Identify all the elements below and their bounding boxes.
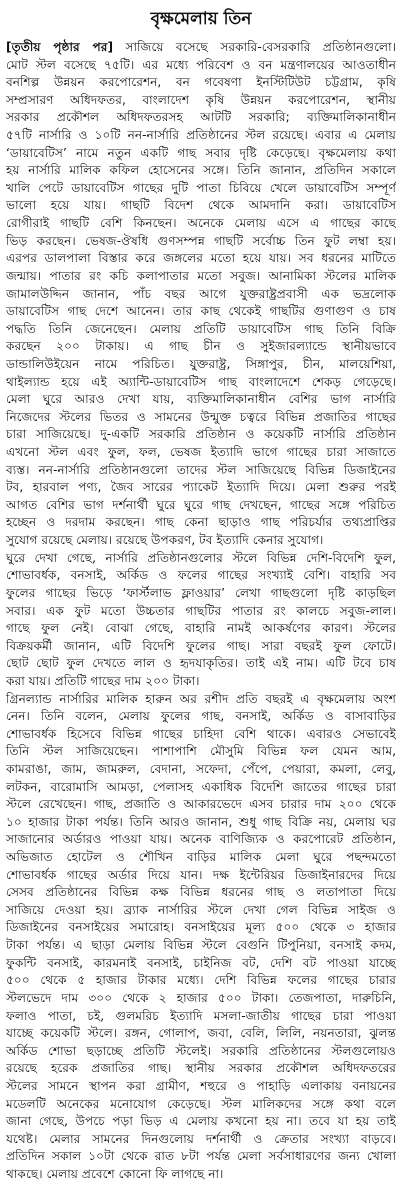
article-line: নেন। তিনি বলেন, মেলায় ফুলের গাছ, বনসাই, অর্কিড ও বাসাবাড়ির: [6, 709, 396, 724]
article-paragraph: [6, 550, 396, 691]
article-line: পদ্ধতি তিনি জেনেছেন। মেলায় প্রতিটি ডায়াবেটিস গাছ তিনি বিক্রি: [6, 321, 396, 336]
article-line: সেসব প্রতিষ্ঠানের বিভিন্ন কক্ষ বিভিন্ন ধরনের গাছ ও লতাপাতা দিয়ে: [6, 885, 396, 900]
article-line: সবার। এক ফুট মতো উচ্চতার গাছটির পাতার রং কালচে সবুজ-লাল।: [6, 603, 396, 618]
article-line: মডেলটি অনেকের মনোযোগ কেড়েছে। স্টল মালিকদের সঙ্গে কথা বলে: [6, 1096, 396, 1111]
article-line: মেলা ঘুরে আরও দেখা যায়, ব্যক্তিমালিকানাধীন বেশির ভাগ নার্সারি: [6, 392, 396, 407]
article-line: নিজেদের স্টলের ভিতর ও সামনের উন্মুক্ত চত্বরে বিভিন্ন প্রজাতির গাছের: [6, 409, 396, 424]
article-line: ছোট ছোট ফুল দেখতে লাল ও হৃদযাকৃতির। তাই এই নাম। এটি টবে চাষ: [6, 656, 396, 671]
article-line: অর্কিড শোভা ছড়াচ্ছে প্রতিটি স্টলেই। সরকারি প্রতিষ্ঠানের স্টলগুলোয়ও: [6, 1043, 396, 1058]
article-line: রোগীরাই গাছটি বেশি কিনছেন। অনেকে মেলায় এসে এ গাছের কাছে: [6, 216, 396, 231]
article-line: প্রতিদিন সকাল ১০টা থেকে রাত ৮টা পর্যন্ত মেলা সর্বসাধারণের জন্য খোলা: [6, 1149, 396, 1164]
article-line: ফুকন্টি বনসাই, কারমনাই বনসাই, চাইনিজ বট, দেশি বট পাওয়া যাচ্ছে: [6, 955, 396, 970]
article-paragraph: [6, 39, 396, 550]
article-line: বনশিল্প উন্নয়ন করপোরেশন, বন গবেষণা ইনস্টিটিউট চট্টগ্রাম, কৃষি: [6, 75, 396, 90]
article-line: ফুলের গাছের ভিড়ে ‘ফার্স্টলাভ ফ্লাওয়ার’ লেখা গাছগুলো দৃষ্টি কাড়ছিল: [6, 585, 396, 600]
article-line: চারা সাজিয়েছে। দু-একটি সরকারি প্রতিষ্ঠান ও কয়েকটি নার্সারি প্রতিষ্ঠান: [6, 427, 396, 442]
article-line: যাচ্ছে কয়েকটি স্টলে। রঙ্গন, গোলাপ, জবা, বেলি, লিলি, নয়নতারা, ঝুলন্ত: [6, 1026, 396, 1041]
article-line-text: সাজিয়ে বসেছে সরকারি-বেসরকারি প্রতিষ্ঠানগুলো।: [125, 40, 396, 54]
article-line: সাজিয়ে দেওয়া হয়। ব্র্যাক নার্সারির স্টলে দেখা গেল বিভিন্ন সাইজ ও: [6, 902, 396, 917]
article-line: যথেষ্ট। মেলার সামনের দিনগুলোয় দর্শনার্থী ও ক্রেতার সংখ্যা বাড়বে।: [6, 1131, 396, 1146]
article-line: শোভাবর্ধক গাছের অর্ডার দিয়ে যান। দক্ষ ইন্টেরিয়র ডিজাইনারদের দিয়ে: [6, 867, 396, 882]
article-line: জানা গেছে, উপচে পড়া ভিড় এ মেলায় কখনো হয় না। তবে যা হয় তাই: [6, 1114, 396, 1129]
article-line: সরকার প্রকৌশল অধিদফতরসহ আটটি সরকারি; ব্যক্তিমালিকানাধীন: [6, 110, 396, 125]
article-line: টাকা পর্যন্ত। এ ছাড়া মেলায় বিভিন্ন স্টলে বেগুনি টিপুনিয়া, বনসাই কদম,: [6, 938, 396, 953]
article-line: জামালউদ্দিন জানান, পাঁচ বছর আগে যুক্তরাষ্ট্রপ্রবাসী এক ভদ্রলোক: [6, 286, 396, 301]
article-line: করা যায়। প্রতিটি গাছের দাম ২০০ টাকা।: [6, 673, 200, 688]
article-line: মোট স্টল বসেছে ৭৫টি। এর মধ্যে পরিবেশ ও বন মন্ত্রণালয়ের আওতাধীন: [6, 57, 396, 72]
article-line: আগত বেশির ভাগ দর্শনার্থী ঘুরে ঘুরে গাছ দেখছেন, গাছের সঙ্গে পরিচিত: [6, 497, 396, 512]
article-line: গাছে ফুল নেই। বোঝা গেছে, বাহারি নামই আকর্ষণের কারণ। স্টলের: [6, 621, 396, 636]
article-line: ‘ডায়াবেটিস’ নামে নতুন একটি গাছ সবার দৃষ্টি কেড়েছে। বৃক্ষমেলায় কথা: [6, 145, 396, 160]
article-line: ডান্ডালিউইয়েন নামে পরিচিত। যুক্তরাষ্ট্র, সিঙ্গাপুর, চীন, মালয়েশিয়া,: [6, 356, 396, 371]
article-title: বৃক্ষমেলায় তিন: [150, 9, 252, 29]
article-line: ভালো হয়ে যায়। গাছটি বিদেশ থেকে আমদানি করা। ডায়াবেটিস: [6, 198, 396, 213]
article-line: স্টলভেদে দাম ৩০০ থেকে ২ হাজার ৫০০ টাকা। তেজপাতা, দারুচিনি,: [6, 990, 396, 1005]
article-line: বিক্রয়কর্মী জানান, এটি বিদেশি ফুলের গাছ। সারা বছরই ফুল ফোটে।: [6, 638, 396, 653]
article-line: ৫৭টি নার্সারি ও ১০টি নন-নার্সারি প্রতিষ্ঠানের স্টল রয়েছে। এবার এ মেলায়: [6, 128, 396, 143]
article-line: হচ্ছেন ও দরদাম করছেন। গাছ কেনা ছাড়াও গাছ পরিচর্যার তথ্যপ্রাপ্তির: [6, 515, 396, 530]
article-line: কামরাঙা, জাম, জামরুল, বেদানা, সফেদা, পেঁপে, পেয়ারা, কমলা, লেবু,: [6, 761, 396, 776]
article-line: খালি পেটে ডায়াবেটিস গাছের দুটি পাতা চিবিয়ে খেলে ডায়াবেটিস সম্পূর্ণ: [6, 180, 396, 195]
article-line: থাকছে। মেলায় প্রবেশে কোনো ফি লাগছে না।: [6, 1167, 224, 1181]
article-line: ঘুরে দেখা গেছে, নার্সারি প্রতিষ্ঠানগুলোর স্টলে বিভিন্ন দেশি-বিদেশি ফুল,: [6, 550, 396, 565]
article-line: সম্প্রসারণ অধিদফতর, বাংলাদেশ কৃষি উন্নয়ন করপোরেশন, স্থানীয়: [6, 92, 396, 107]
article-line: শোভাবর্ধক হিসেবে বিভিন্ন গাছের চাহিদা বেশি থাকে। এবারও সেভাবেই: [6, 726, 396, 741]
article-line: [6, 39, 396, 57]
article-line: ডিজাইনের বনসাইয়ের সমারোহ। বনসাইয়ের মূল্য ৫০০ থেকে ৩ হাজার: [6, 920, 396, 935]
article-line: করছেন ২০০ টাকায়। এ গাছ চীন ও সুইজারল্যান্ডে স্থানীয়ভাবে: [6, 339, 396, 354]
article-line: সাজানোর অর্ডারও পাওয়া যায়। অনেক বাণিজ্যিক ও করপোরেট প্রতিষ্ঠান,: [6, 832, 396, 847]
article-line: রয়েছে হরেক প্রজাতির গাছ। স্থানীয় সরকার প্রকৌশল অধিদফতরের: [6, 1061, 396, 1076]
article-line: ব্যস্ত। নন-নার্সারি প্রতিষ্ঠানগুলো তাদের স্টল সাজিয়েছে বিভিন্ন ডিজাইনের: [6, 462, 396, 477]
continuation-label: [তৃতীয় পৃষ্ঠার পর]: [6, 40, 114, 54]
article-line: ভিড় করছেন। ভেষজ-ঔষধি গুণসম্পন্ন গাছটি সর্বোচ্চ তিন ফুট লম্বা হয়।: [6, 233, 396, 248]
article-line: সুযোগ রয়েছে মেলায়। রয়েছে উপকরণ, টব ইত্যাদি কেনার সুযোগ।: [6, 533, 324, 548]
article-paragraph: [6, 691, 396, 1184]
article-line: ১০ হাজার টাকা পর্যন্ত। তিনি আরও জানান, শুধু গাছ বিক্রি নয়, মেলায় ঘর: [6, 814, 396, 829]
article-line: অভিজাত হোটেল ও শৌখিন বাড়ির মালিক মেলা ঘুরে পছন্দমতো: [6, 850, 396, 865]
article-line: স্টলে রেখেছেন। গাছ, প্রজাতি ও আকারভেদে এসব চারার দাম ২০০ থেকে: [6, 797, 396, 812]
article-line: এখনো স্টল এবং ফুল, ফল, ভেষজ ইত্যাদি ভাগে গাছের চারা সাজাতে: [6, 445, 396, 460]
article-line: জন্মায়। পাতার রং কচি কলাপাতার মতো সবুজ। আনামিকা স্টলের মালিক: [6, 268, 396, 283]
article-line: ডায়াবেটিস গাছ দেশে আনেন। তার কাছ থেকেই গাছটির গুণাগুণ ও চাষ: [6, 304, 396, 319]
article-line: লটকন, বারোমাসি আমড়া, পেলাসহ একাধিক বিদেশি জাতের গাছের চারা: [6, 779, 396, 794]
article-line: হয় নার্সারি মালিক কফিল হোসেনের সঙ্গে। তিনি জানান, প্রতিদিন সকালে: [6, 163, 396, 178]
article-line: থাইল্যান্ড হয়ে এই অ্যান্টি-ডায়াবেটিস গাছ বাংলাদেশে শেকড় গেড়েছে।: [6, 374, 396, 389]
article-line: স্টলের সামনে স্থাপন করা গ্রামীণ, শহুরে ও পাহাড়ি এলাকায় বনায়নের: [6, 1078, 396, 1093]
article-line: শোভাবর্ধক, বনসাই, অর্কিড ও ফলের গাছের সংখ্যাই বেশি। বাহারি সব: [6, 568, 396, 583]
article-body: [6, 39, 396, 1184]
article-line: ফলাও পাতা, চই, গুলমরিচ ইত্যাদি মসলা-জাতীয় গাছের চারা পাওয়া: [6, 1008, 396, 1023]
article-line: তিনি স্টল সাজিয়েছেন। পাশাপাশি মৌসুমি বিভিন্ন ফল যেমন আম,: [6, 744, 396, 759]
article-line: গ্রিনল্যান্ড নার্সারির মালিক হারুন অর রশীদ প্রতি বছরই এ বৃক্ষমেলায় অংশ: [6, 691, 396, 706]
article-line: ৫০০ থেকে ৫ হাজার টাকার মধ্যে। দেশি বিভিন্ন ফলের গাছের চারার: [6, 973, 396, 988]
article-line: এরপর ডালপালা বিস্তার করে জঙ্গলের মতো হয়ে যায়। সব ধরনের মাটিতে: [6, 251, 396, 266]
article-line: টব, হারবাল পণ্য, জৈব সারের প্যাকেট ইত্যাদি দিয়ে। মেলা শুরুর পরই: [6, 480, 396, 495]
